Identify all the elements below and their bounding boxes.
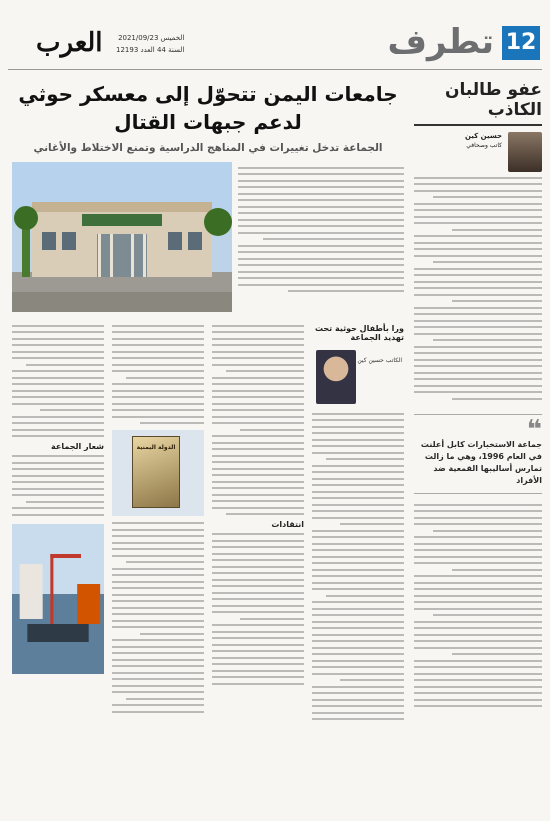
article-intro: [238, 162, 404, 312]
body-column-3: [212, 320, 304, 812]
masthead: [8, 20, 542, 70]
person-caption: الكاتب حسين كين: [357, 357, 402, 364]
issue-date: الخميس 2021/09/23: [118, 34, 185, 42]
issue-number: السنة 44 العدد 12193: [116, 46, 185, 54]
opinion-text-block-2: [414, 504, 542, 708]
person-card: [312, 348, 404, 408]
book-title: الدولة اليمنية: [136, 444, 176, 451]
author-photo: [508, 132, 542, 172]
author-name: حسين كين: [465, 132, 502, 140]
pullquote: [414, 414, 542, 494]
quote-mark-icon: ❝: [526, 414, 542, 445]
side-box-column: [312, 320, 404, 812]
body-column-2: [112, 320, 204, 812]
page-number: 12: [502, 26, 540, 60]
side-box-heading: ورا بأطفال حوثية تحت تهديد الجماعة: [314, 324, 404, 342]
issue-info: [116, 32, 184, 56]
pullquote-text: جماعة الاستخبارات كابل أعلنت في العام 1996، وهي ما زالت تمارس أساليبها القمعية ضد الأفراد: [420, 439, 542, 485]
port-illustration: [12, 524, 104, 674]
opinion-text-block: [414, 177, 542, 400]
article-subhead: الجماعة تدخل تغييرات في المناهج الدراسية وتمنع الاختلاط والأغاني: [33, 142, 383, 154]
port-photo: [12, 524, 104, 674]
university-building-photo: [12, 162, 232, 312]
author-byline: [414, 132, 542, 172]
article-body: [12, 320, 404, 812]
body-column-1: [12, 320, 104, 812]
newspaper-logo: العرب: [36, 28, 103, 58]
section-subheading-1: شعار الجماعة: [51, 441, 104, 451]
section-title: تطرف: [387, 22, 494, 62]
section-subheading-2: انتقادات: [271, 519, 304, 529]
article-headline: جامعات اليمن تتحوّل إلى معسكر حوثي لدعم جبهات القتال: [18, 82, 398, 134]
building-illustration: [12, 162, 232, 312]
opinion-title: عفو طالبان الكاذب: [414, 76, 542, 126]
author-role: كاتب وصحافي: [466, 142, 502, 149]
opinion-column: [414, 76, 542, 816]
book-photo: [112, 430, 204, 516]
